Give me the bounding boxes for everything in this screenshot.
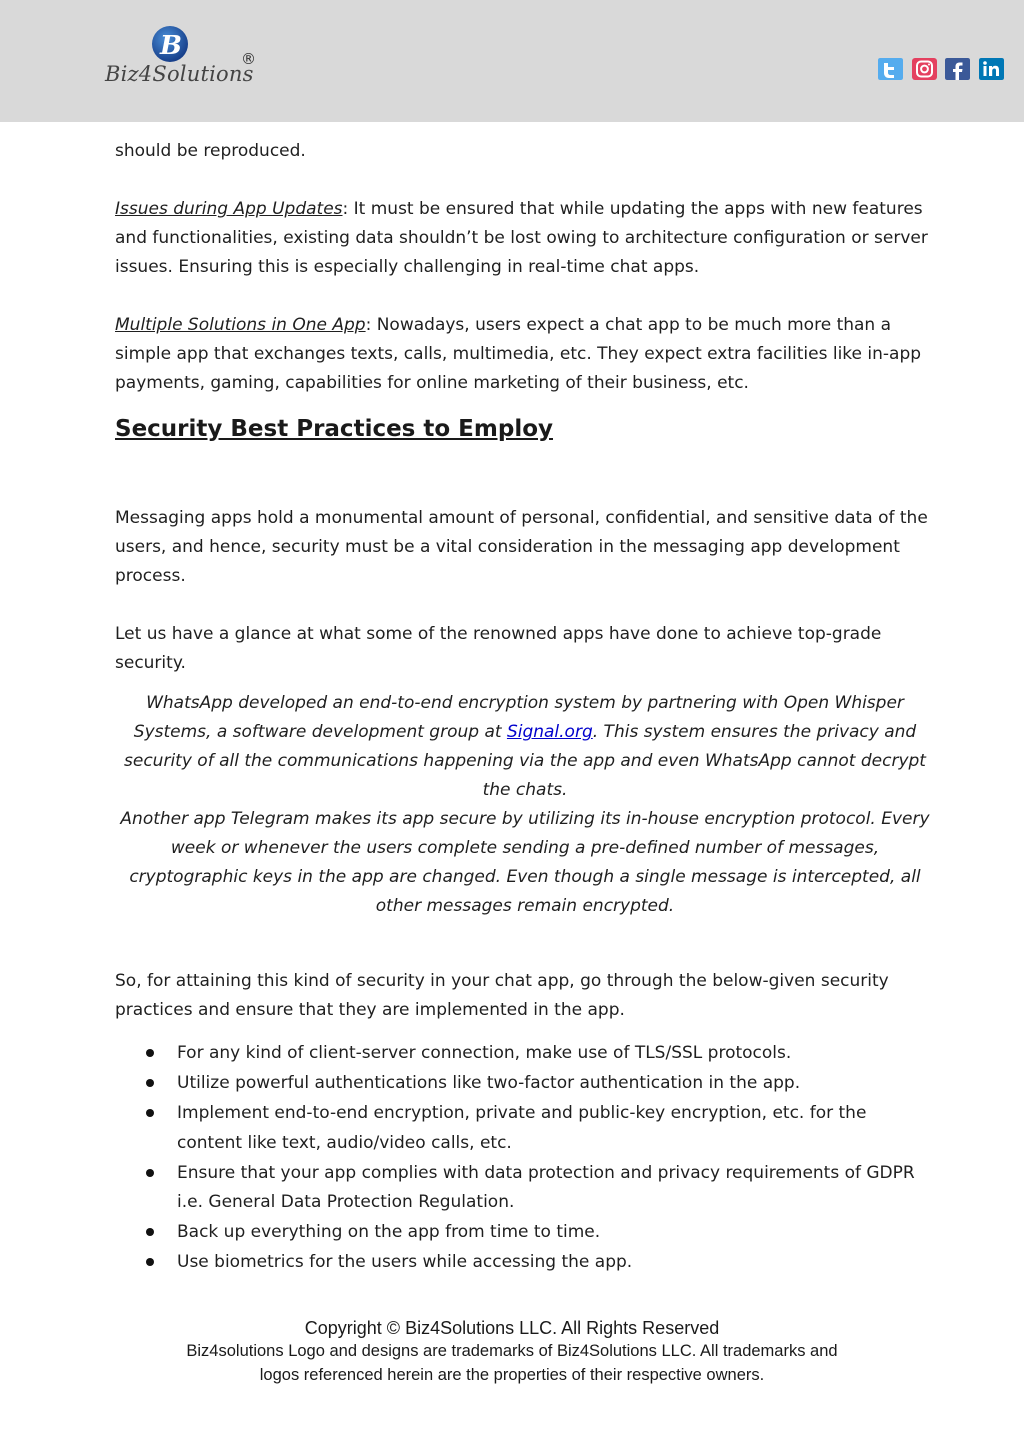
list-item-text: Ensure that your app complies with data protection and privacy requirements of GDPR i.e. General Data Protection Regulation. xyxy=(177,1162,915,1212)
list-item xyxy=(115,1159,935,1218)
svg-text:B: B xyxy=(160,31,182,61)
registered-mark: ® xyxy=(241,50,256,68)
quote-whatsapp-before: WhatsApp developed an end-to-end encryption system by partnering with Open Whisper Systems, a software development group at xyxy=(133,693,904,742)
bullet-icon xyxy=(146,1169,154,1177)
footer-copyright: Copyright © Biz4Solutions LLC. All Rights Reserved xyxy=(304,1318,720,1338)
bullet-icon xyxy=(146,1049,154,1057)
brand-logo xyxy=(105,24,265,94)
quote-telegram: Another app Telegram makes its app secure by utilizing its in-house encryption protocol. Every week or whenever the users complete sending a pre-defined number of messages, cryptographic keys in the app are changed. Even though a single message is intercepted, all other messages remain encrypted. xyxy=(120,809,930,916)
footer-trademark-line-2: logos referenced herein are the properties of their respective owners. xyxy=(259,1366,765,1384)
instagram-icon[interactable] xyxy=(912,58,937,80)
paragraph-body-app-updates: : It must be ensured that while updating the apps with new features and functionalities, existing data shouldn’t be lost owing to architecture configuration or server issues. Ensuring this is especially challenging in real-time chat apps. xyxy=(115,199,928,277)
bullet-icon xyxy=(146,1228,154,1236)
list-item-text: Back up everything on the app from time to time. xyxy=(177,1222,601,1242)
list-item-text: Implement end-to-end encryption, private and public-key encryption, etc. for the content like text, audio/video calls, etc. xyxy=(177,1103,867,1153)
paragraph-glance: Let us have a glance at what some of the renowned apps have done to achieve top-grade security. xyxy=(115,624,882,673)
paragraph-multiple-solutions xyxy=(115,311,935,398)
list-item xyxy=(115,1218,935,1248)
bullet-icon xyxy=(146,1109,154,1117)
brand-wordmark: Biz4Solutions xyxy=(105,62,254,86)
list-item xyxy=(115,1069,935,1099)
footer-trademark-line-1: Biz4solutions Logo and designs are trademarks of Biz4Solutions LLC. All trademarks and xyxy=(186,1342,838,1360)
quote-whatsapp-after: . This system ensures the privacy and security of all the communications happening via the app and even WhatsApp cannot decrypt the chats. xyxy=(124,722,926,800)
list-item xyxy=(115,1099,935,1158)
linkedin-icon[interactable] xyxy=(979,58,1004,80)
page-header xyxy=(0,0,1024,122)
security-practices-list xyxy=(115,1039,935,1278)
section-heading: Security Best Practices to Employ xyxy=(115,416,553,442)
bullet-icon xyxy=(146,1079,154,1087)
facebook-icon[interactable] xyxy=(945,58,970,80)
list-item-text: For any kind of client-server connection, make use of TLS/SSL protocols. xyxy=(177,1043,792,1063)
list-item xyxy=(115,1248,935,1278)
paragraph-attaining-security: So, for attaining this kind of security in your chat app, go through the below-given security practices and ensure that they are implemented in the app. xyxy=(115,971,889,1020)
bullet-icon xyxy=(146,1258,154,1266)
quote-whatsapp xyxy=(115,689,935,805)
paragraph-body-multiple-solutions: : Nowadays, users expect a chat app to be much more than a simple app that exchanges texts, calls, multimedia, etc. They expect extra facilities like in-app payments, gaming, capabilities for online marketing of their business, etc. xyxy=(115,315,922,393)
twitter-icon[interactable] xyxy=(878,58,903,80)
paragraph-app-updates xyxy=(115,195,935,282)
paragraph-lead-multiple-solutions: Multiple Solutions in One App xyxy=(115,315,366,335)
paragraph-messaging-apps: Messaging apps hold a monumental amount of personal, confidential, and sensitive data of the users, and hence, security must be a vital consideration in the messaging app development process. xyxy=(115,508,928,586)
list-item-text: Use biometrics for the users while accessing the app. xyxy=(177,1252,633,1272)
signal-org-link[interactable]: Signal.org xyxy=(506,722,593,742)
list-item xyxy=(115,1039,935,1069)
list-item-text: Utilize powerful authentications like two-factor authentication in the app. xyxy=(177,1073,801,1093)
intro-tail-text: should be reproduced. xyxy=(115,141,306,161)
paragraph-lead-app-updates: Issues during App Updates xyxy=(115,199,343,219)
logo-b-emblem-icon xyxy=(149,24,193,64)
